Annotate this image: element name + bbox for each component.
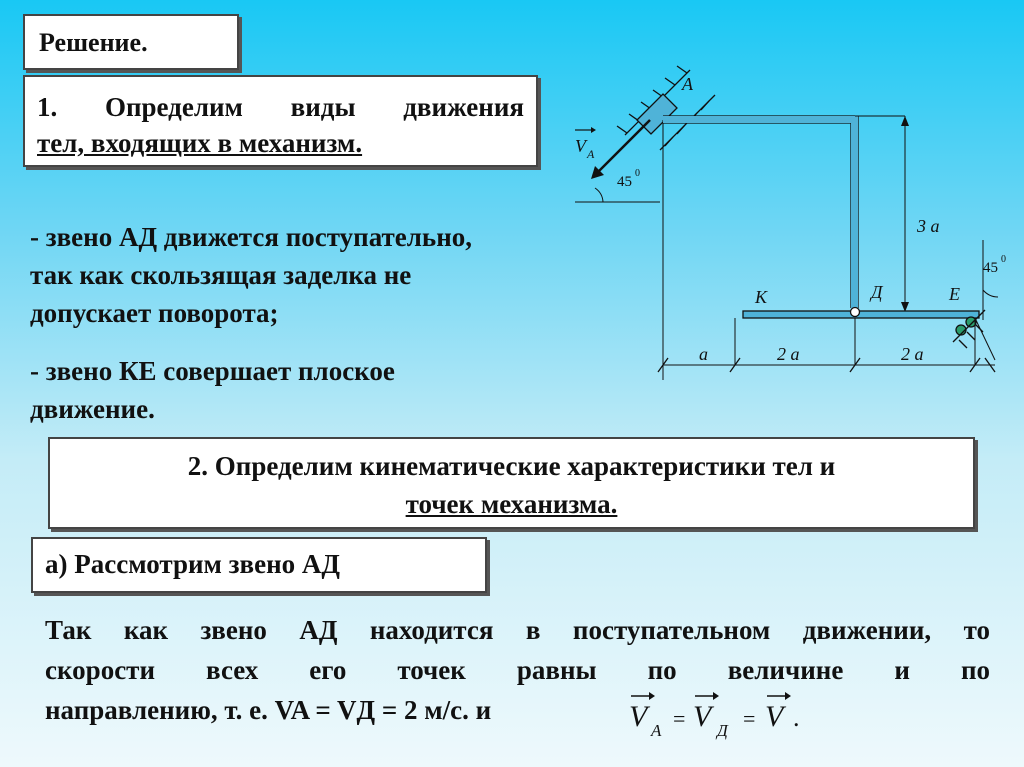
p2-line2: движение. [30, 394, 155, 424]
hinge-d [851, 308, 860, 317]
formula-eq1: = [673, 706, 686, 731]
step2-box [48, 437, 975, 529]
label-va: V [575, 136, 586, 156]
step1-line1: 1. Определим виды движения [37, 92, 524, 122]
paragraph-ad-motion [30, 218, 590, 332]
title-box [23, 14, 239, 70]
sub-a-box [31, 537, 487, 593]
formula-sub-a: A [651, 721, 662, 740]
label-e: E [949, 284, 960, 304]
step2-line1: 2. Определим кинематические характеристики тел и [187, 451, 836, 481]
p3-line3: направлению, т. е. VA = VД = 2 м/с. и [45, 695, 492, 725]
formula-v1: V [629, 700, 648, 733]
p1-line2: так как скользящая заделка не [30, 260, 412, 290]
paragraph-velocity [45, 610, 990, 730]
p3-line2: скорости всех его точек равны по величине и по [45, 655, 990, 685]
label-va-sub: A [587, 147, 595, 161]
dim-2a-1: 2 a [777, 344, 800, 364]
formula-eq2: = [743, 706, 756, 731]
velocity-vector-formula [625, 686, 845, 742]
paragraph-ke-motion [30, 352, 500, 428]
sub-a-label: а) Рассмотрим звено АД [45, 549, 340, 579]
mechanism-diagram [555, 60, 1020, 390]
angle-left: 45 [617, 174, 632, 190]
formula-dot: . [793, 703, 800, 732]
step1-box [23, 75, 538, 167]
label-d: Д [871, 282, 883, 302]
angle-left-sup: 0 [635, 168, 640, 179]
formula-sub-d: Д [717, 721, 728, 740]
label-3a: 3 a [917, 216, 940, 236]
angle-right-sup: 0 [1001, 254, 1006, 265]
formula-v2: V [693, 700, 712, 733]
label-a: A [682, 74, 693, 94]
title: Решение. [39, 28, 148, 57]
step1-line2: тел, входящих в механизм. [37, 128, 363, 158]
velocity-arrow-va [597, 120, 650, 173]
p3-line1: Так как звено АД находится в поступательном движении, то [45, 615, 990, 645]
p1-line1: - звено АД движется поступательно, [30, 222, 473, 252]
label-k: K [755, 287, 768, 307]
step2-line2: точек механизма. [405, 489, 618, 519]
angle-right: 45 [983, 260, 998, 276]
p2-line1: - звено КЕ совершает плоское [30, 356, 395, 386]
formula-v3: V [765, 700, 784, 733]
p1-line3: допускает поворота; [30, 298, 279, 328]
dim-2a-2: 2 a [901, 344, 924, 364]
dim-a: a [699, 344, 708, 364]
